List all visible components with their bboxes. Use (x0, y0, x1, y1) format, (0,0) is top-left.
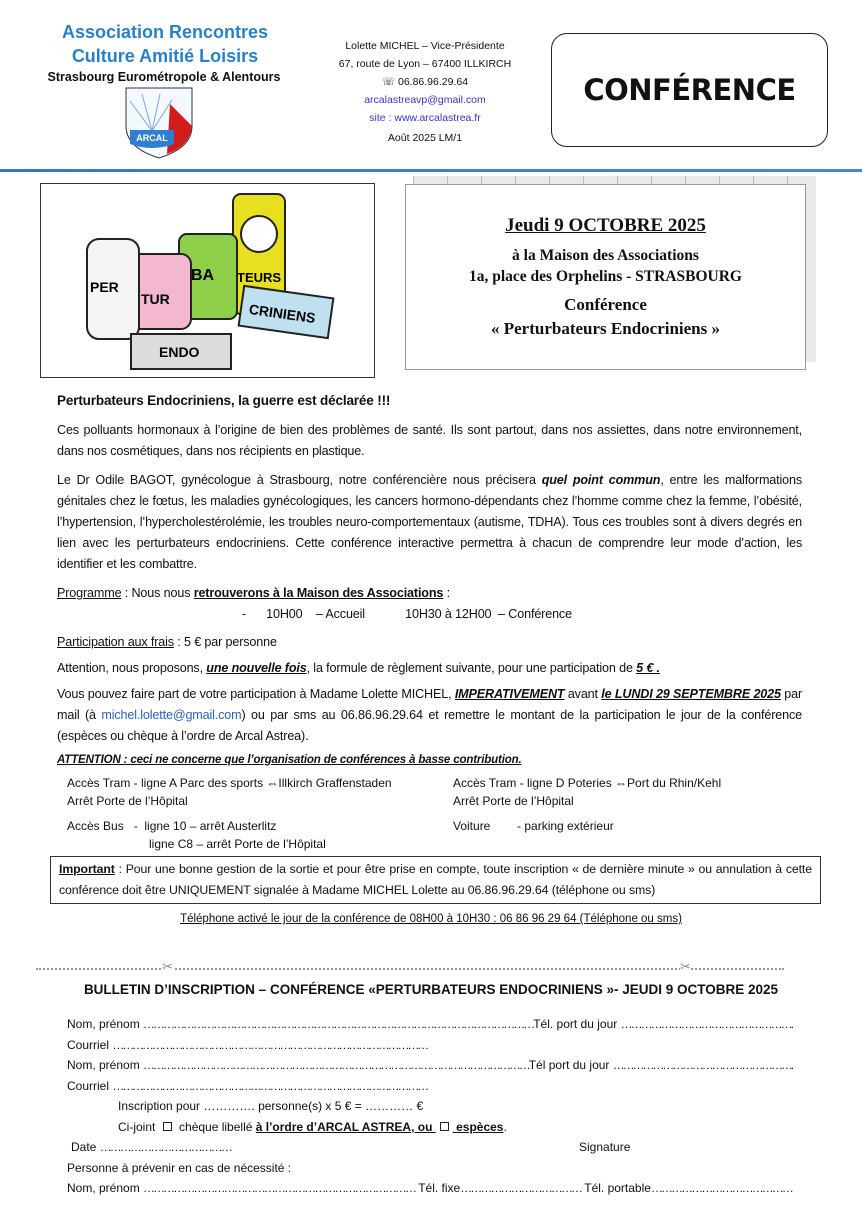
contact-website[interactable]: site : www.arcalastrea.fr (369, 112, 481, 124)
label-tur: TUR (141, 291, 170, 307)
contact-address: 67, route de Lyon – 67400 ILLKIRCH (338, 58, 512, 70)
bus-access (67, 817, 453, 853)
org-region: Strasbourg Eurométropole & Alentours (47, 70, 281, 84)
text: : 5 € par personne (173, 635, 277, 649)
text: Accès Bus - ligne 10 – arrêt Austerlitz (67, 819, 277, 833)
text: Le Dr Odile BAGOT, gynécologue à Strasbourg, notre conférencière nous précisera (57, 473, 542, 487)
name-phone-field-2[interactable]: Nom, prénom ………………………………………………………………………………………………………Tél port du jour ………………………………………………. (67, 1058, 792, 1072)
text: avant (564, 687, 602, 701)
dotted-leader: ……………………………………………………………………………………………………… (143, 1058, 529, 1072)
tram-d-access (453, 774, 839, 810)
dotted-leader: …………. (203, 1099, 255, 1113)
emergency-contact-label: Personne à prévenir en cas de nécessité : (67, 1160, 292, 1175)
conference-badge: CONFÉRENCE (551, 33, 828, 147)
name-phone-field-1[interactable]: Nom, prénom ………………………………………………………………………………………………………Tél. port du jour ……………………………………………. (67, 1017, 792, 1031)
scissors-icon: ✂ (162, 959, 173, 974)
dotted-leader: ………………………………………………. (612, 1058, 792, 1072)
label: Programme (57, 586, 122, 600)
participation-line (57, 632, 802, 653)
event-info-box (405, 184, 806, 370)
deadline: le LUNDI 29 SEPTEMBRE 2025 (601, 687, 781, 701)
label-criniens: CRINIENS (247, 300, 317, 327)
phone-line: Téléphone activé le jour de la conférence de 08H00 à 10H30 : 06 86 96 29 64 (Téléphone ou sms) (180, 913, 682, 925)
event-type: Conférence (564, 295, 647, 314)
arcal-logo (122, 86, 198, 162)
svg-text:ARCAL: ARCAL (136, 133, 168, 143)
cut-line (36, 968, 784, 970)
intro-paragraph: Ces polluants hormonaux à l’origine de bien des problèmes de santé. Ils sont partout, dans nos assiettes, dans notre environnement, dans nos cosmétiques, dans nos récipients en plastique. (57, 423, 802, 458)
text: Vous pouvez faire part de votre participation à Madame Lolette MICHEL, (57, 687, 455, 701)
text: Accès Tram - ligne A Parc des sports ⇔Illkirch Graffenstaden (67, 776, 392, 790)
warning: ATTENTION : ceci ne concerne que l’organisation de conférences à basse contribution. (57, 754, 522, 766)
label-per: PER (90, 279, 119, 295)
emphasis: 5 € . (636, 661, 660, 675)
dotted-leader: …………………………………… (650, 1181, 793, 1195)
important-box (50, 856, 821, 904)
body-content (0, 390, 862, 927)
text: : Nous nous (121, 586, 194, 600)
contact-email[interactable]: arcalastreavp@gmail.com (364, 94, 486, 106)
dotted-leader: ……………………………………………. (620, 1017, 792, 1031)
text: Arrêt Porte de l’Hôpital (453, 794, 574, 808)
emphasis: une nouvelle fois (206, 661, 307, 675)
label: espèces (452, 1119, 504, 1134)
registration-form (0, 959, 862, 1199)
label-ba: BA (191, 267, 215, 284)
doc-reference: Août 2025 LM/1 (387, 132, 463, 144)
dotted-leader: ………… (365, 1099, 414, 1113)
event-date: Jeudi 9 OCTOBRE 2025 (505, 215, 706, 236)
contact-block (325, 37, 525, 147)
scissors-icon: ✂ (680, 959, 691, 974)
tram-a-access (67, 774, 453, 810)
text: , entre les malformations génitales chez le fœtus, les maladies gynécologiques, les cancers hormono-dépendants chez l’homme comme chez la femme, l’obésité, l’hypertension, l’hypercholestérolémie, les troubles neuro-comportementaux (autisme, TDHA). Tous ces troubles sont à divers degrés en lien avec les perturbateurs endocriniens. Cette conférence interactive permettra à chacun de comprendre leur mode d’action, les identifier et les combattre. (57, 473, 802, 571)
text: par mail (à (57, 687, 802, 722)
dotted-leader: ……………………………………………………………………………………………………… (143, 1017, 534, 1031)
programme-line (57, 583, 802, 604)
tram-access-row (0, 774, 862, 810)
text: Accès Tram - ligne D Poteries ⇔Port du Rhin/Kehl (453, 776, 722, 790)
org-name-line1: Association Rencontres (61, 22, 269, 42)
label-endo: ENDO (159, 344, 200, 360)
warning-line (57, 750, 802, 770)
cut-line-row (0, 959, 862, 979)
label: Participation aux frais (57, 635, 174, 649)
illustration-box (40, 183, 375, 378)
dotted-leader: …………………………………………………………………………………… (112, 1037, 427, 1052)
label: à l’ordre d’ARCAL ASTREA, ou (255, 1119, 436, 1134)
car-access: Voiture - parking extérieur (453, 819, 614, 833)
emphasis: quel point commun (541, 473, 661, 487)
cash-checkbox[interactable] (440, 1122, 449, 1131)
date-signature-row (0, 1137, 862, 1158)
text: : Pour une bonne gestion de la sortie et pour être prise en compte, toute inscription « de dernière minute » ou annulation à cette conférence doit être UNIQUEMENT signalée à Madame MICHEL Lolette au 06.86.96.29.64 (téléphone ou sms) (59, 862, 812, 897)
products-illustration (41, 184, 373, 376)
email-field-1[interactable]: Courriel …………………………………………………………………………………… (67, 1037, 427, 1052)
text: ) ou par sms au 06.86.96.29.64 et remettre le montant de la participation le jour de la conférence (espèces ou chèque à l’ordre de Arcal Astrea). (57, 708, 802, 743)
label: chèque libellé (175, 1119, 256, 1134)
header-divider (0, 169, 862, 172)
email-field-2[interactable]: Courriel …………………………………………………………………………………… (67, 1078, 427, 1093)
event-title: « Perturbateurs Endocriniens » (490, 319, 721, 338)
schedule: - 10H00 – Accueil 10H30 à 12H00 – Conférence (242, 607, 572, 621)
org-name-line2: Culture Amitié Loisirs (71, 46, 259, 66)
text: Arrêt Porte de l’Hôpital (67, 794, 188, 808)
dotted-leader: ………………………………… (99, 1140, 232, 1154)
label: Ci-joint (118, 1119, 159, 1134)
dotted-leader: …………………………………………………………………………………… (112, 1078, 427, 1093)
text: Attention, nous proposons, (57, 661, 207, 675)
event-address: 1a, place des Orphelins - STRASBOURG (468, 268, 742, 285)
payment-line (57, 658, 802, 679)
date-field[interactable]: Date ………………………………… (71, 1140, 232, 1154)
contact-phone: ☏ 06.86.96.29.64 (381, 76, 469, 88)
text: , la formule de règlement suivante, pour une participation de (306, 661, 637, 675)
persons-count-field[interactable]: Inscription pour …………. personne(s) x 5 € = ………… € (118, 1099, 424, 1113)
email-link[interactable]: michel.lolette@gmail.com (101, 708, 242, 722)
emergency-contact-field[interactable]: Nom, prénom ……………………………………………………………………… Tél. fixe……………………………… Tél. portable…………………………………… (67, 1181, 793, 1195)
cheque-checkbox[interactable] (163, 1122, 172, 1131)
label: Important (59, 862, 115, 876)
bus-car-access-row (0, 817, 862, 853)
headline: Perturbateurs Endocriniens, la guerre est déclarée !!! (57, 393, 391, 408)
registration-paragraph (57, 684, 802, 747)
text: ligne C8 – arrêt Porte de l’Hôpital (149, 837, 326, 851)
event-place: à la Maison des Associations (512, 247, 699, 264)
label-teurs: TEURS (237, 270, 282, 285)
text: : (443, 586, 450, 600)
contact-name: Lolette MICHEL – Vice-Présidente (345, 40, 505, 52)
signature-field[interactable]: Signature (579, 1140, 631, 1154)
form-title: BULLETIN D’INSCRIPTION – CONFÉRENCE «PERTURBATEURS ENDOCRINIENS »- JEUDI 9 OCTOBRE 2025 (83, 982, 779, 997)
dotted-leader: ……………………………………………………………………… (143, 1181, 416, 1195)
emphasis: retrouverons à la Maison des Associations (193, 586, 444, 600)
payment-choice: Ci-joint chèque libellé à l’ordre d’ARCAL ASTREA, ou espèces. (118, 1119, 507, 1134)
dotted-leader: ……………………………… (460, 1181, 582, 1195)
speaker-paragraph (57, 470, 802, 575)
emphasis: IMPERATIVEMENT (454, 687, 565, 701)
